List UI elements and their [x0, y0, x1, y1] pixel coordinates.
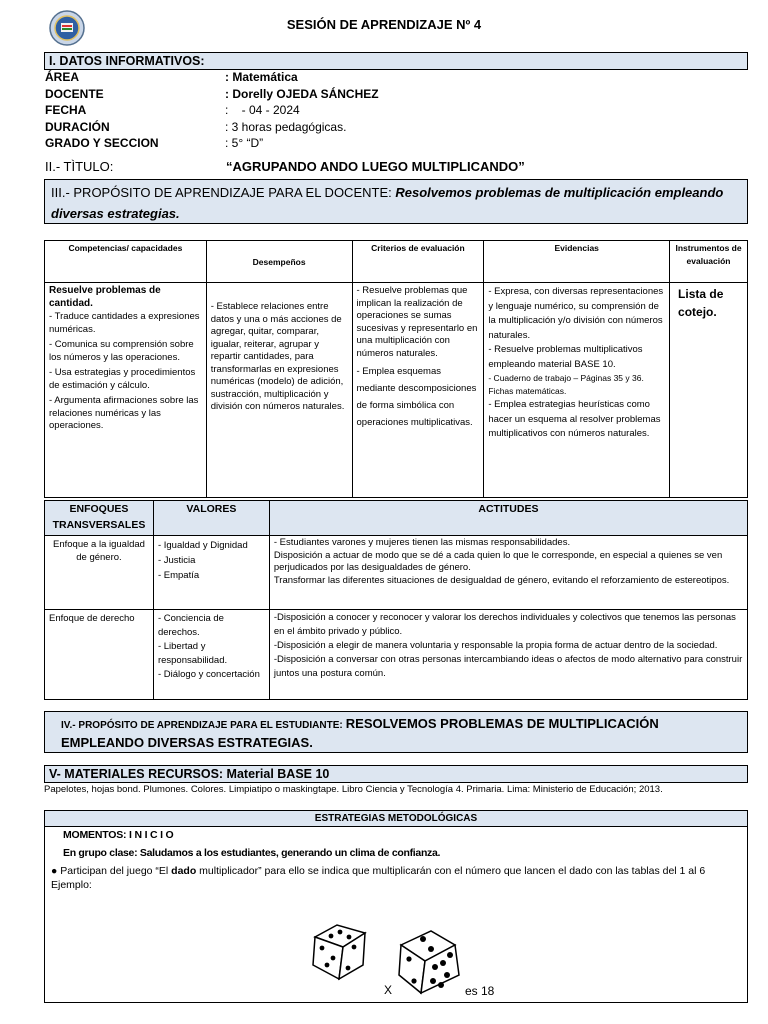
header-desempenos: Desempeños [206, 241, 352, 283]
info-row-docente [45, 86, 745, 103]
evidencia-item: - Expresa, con diversas representaciones y lenguaje numérico, su comprensión de la multiplicación y/o división con números naturales. [488, 286, 664, 341]
section-2-value: “AGRUPANDO ANDO LUEGO MULTIPLICANDO” [226, 159, 525, 174]
info-value: : - 04 - 2024 [225, 103, 300, 117]
header-actitudes: ACTITUDES [269, 501, 747, 536]
info-key: FECHA [45, 103, 87, 117]
section-3-value: Resolvemos problemas de multiplicación empleando diversas estrategias. [51, 185, 724, 221]
actitud-item: -Disposición a conversar con otras personas intercambiando ideas o afectos de modo alternativo para construir juntos una postura común. [273, 654, 743, 679]
header-evidencias: Evidencias [484, 241, 670, 283]
instruccion-pre: Participan del juego “El [60, 865, 172, 877]
section-2-title [45, 159, 745, 174]
section-4-label: IV.- PROPÓSITO DE APRENDIZAJE PARA EL ESTUDIANTE: [61, 720, 343, 731]
section-2-label: II.- TÌTULO: [45, 159, 114, 174]
valores-derecho [153, 610, 269, 700]
header-criterios: Criterios de evaluación [352, 241, 484, 283]
actitud-item: - Estudiantes varones y mujeres tienen las mismas responsabilidades. [273, 537, 571, 548]
section-1-heading-text: I. DATOS INFORMATIVOS: [49, 54, 205, 68]
info-row-grado [45, 135, 745, 152]
evidencia-item: - Resuelve problemas multiplicativos empleando material BASE 10. [488, 344, 643, 370]
juego-instruccion [45, 859, 747, 892]
header-valores: VALORES [153, 501, 269, 536]
instruccion-bold: dado [171, 865, 197, 877]
estrategias-heading: ESTRATEGIAS METODOLÓGICAS [45, 811, 747, 827]
result-text: es 18 [465, 984, 495, 998]
section-1-heading [44, 52, 748, 70]
instruccion-post: multiplicador” para ello se indica que multiplicarán con el número que lancen el dado con las tablas del 1 al 6 Ejemplo: [51, 865, 706, 891]
evidencia-item: - Cuaderno de trabajo – Páginas 35 y 36. Fichas matemáticas. [488, 373, 644, 396]
enfoques-table [44, 500, 748, 700]
valor-item: - Conciencia de derechos. [157, 613, 224, 638]
section-3-label: III.- PROPÓSITO DE APRENDIZAJE PARA EL DOCENTE: [51, 185, 392, 200]
desempeno-cell: - Establece relaciones entre datos y una o más acciones de agregar, quitar, comparar, igualar, reiterar, agrupar y repartir cantidades, para transformarlas en expresiones numéricas (modelo) de adición, sustracción, multiplicación y división con números naturales. [206, 283, 352, 498]
enfoque-derecho: Enfoque de derecho [45, 610, 154, 700]
info-row-fecha [45, 102, 745, 119]
valores-genero [153, 536, 269, 610]
dice-image-2 [397, 925, 463, 995]
actitud-item: Transformar las diferentes situaciones de desigualdad de género, evitando el reforzamiento de estereotipos. [273, 574, 730, 586]
info-value: : Matemática [225, 70, 298, 84]
valor-item: - Diálogo y concertación [157, 669, 260, 680]
dice-image-1 [309, 919, 371, 983]
actitud-item: Disposición a actuar de modo que se dé a cada quien lo que le corresponde, en especial a quienes se ven perjudicados por las desigualdades de género. [273, 549, 723, 573]
enfoque-genero: Enfoque a la igualdad de género. [45, 536, 154, 610]
times-sign: X [384, 983, 393, 997]
materiales-text: Papelotes, hojas bond. Plumones. Colores. Limpiatipo o maskingtape. Libro Ciencia y Tecnología 4. Primaria. Lima: Ministerio de Educación; 2013. [44, 784, 663, 795]
valor-item: - Justicia [157, 555, 196, 566]
actitud-item: -Disposición a elegir de manera voluntaria y responsable la propia forma de actuar dentro de la sociedad. [273, 640, 718, 651]
info-key: DURACIÓN [45, 119, 110, 134]
evidencia-item: - Emplea estrategias heurísticas como hacer un esquema al resolver problemas multiplicativos con números naturales. [488, 399, 661, 439]
header-enfoques: ENFOQUES TRANSVERSALES [45, 501, 154, 536]
estrategias-box [44, 810, 748, 1003]
header-instrumentos: Instrumentos de evaluación [670, 241, 748, 283]
section-5-heading-text: V- MATERIALES RECURSOS: Material BASE 10 [49, 767, 330, 781]
info-value: : 3 horas pedagógicas. [225, 119, 347, 134]
valor-item: - Empatía [157, 570, 200, 581]
instrumento-cell: Lista de cotejo. [670, 283, 748, 498]
capacidad-item: - Usa estrategias y procedimientos de estimación y cálculo. [49, 367, 196, 391]
capacidad-item: - Comunica su comprensión sobre los números y las operaciones. [49, 339, 194, 363]
section-4-value: RESOLVEMOS PROBLEMAS DE MULTIPLICACIÓN EMPLEANDO DIVERSAS ESTRATEGIAS. [61, 716, 659, 750]
grupo-clase-text: En grupo clase: Saludamos a los estudiantes, generando un clima de confianza. [63, 847, 441, 859]
actitudes-genero [269, 536, 747, 610]
info-value: : 5° “D” [225, 136, 264, 150]
info-row-duracion [45, 119, 745, 136]
valor-item: - Libertad y responsabilidad. [157, 641, 228, 666]
valor-item: - Igualdad y Dignidad [157, 540, 248, 551]
section-5-heading [44, 765, 748, 783]
competencia-title: Resuelve problemas de cantidad. [49, 285, 161, 309]
actitud-item: -Disposición a conocer y reconocer y valorar los derechos individuales y colectivos que tenemos las personas en el ámbito privado y público. [273, 612, 736, 637]
page-title: SESIÓN DE APRENDIZAJE Nº 4 [286, 17, 482, 32]
evidencias-cell [484, 283, 670, 498]
bullet-icon: ● [51, 865, 61, 877]
competencias-cell [45, 283, 207, 498]
datos-informativos [45, 69, 745, 152]
momento-label: MOMENTOS: I N I C I O [63, 829, 174, 841]
capacidad-item: - Argumenta afirmaciones sobre las relaciones numéricas y las operaciones. [49, 395, 199, 431]
header-competencias: Competencias/ capacidades [45, 241, 207, 283]
criterio-item: - Emplea esquemas mediante descomposiciones de forma simbólica con operaciones multiplicativas. [356, 366, 477, 428]
info-key: DOCENTE [45, 86, 104, 101]
info-row-area [45, 69, 745, 86]
info-key: GRADO Y SECCION [45, 136, 159, 150]
info-value: : Dorelly OJEDA SÁNCHEZ [225, 86, 379, 101]
competencias-table [44, 240, 748, 498]
capacidad-item: - Traduce cantidades a expresiones numéricas. [49, 311, 200, 335]
section-3-box [44, 179, 748, 224]
criterio-item: - Resuelve problemas que implican la realización de operaciones se sumas sucesivas y representarlo en una multiplicación con números naturales. [356, 285, 478, 359]
actitudes-derecho [269, 610, 747, 700]
info-key: ÁREA [45, 70, 80, 84]
section-4-box [44, 711, 748, 753]
criterios-cell [352, 283, 484, 498]
